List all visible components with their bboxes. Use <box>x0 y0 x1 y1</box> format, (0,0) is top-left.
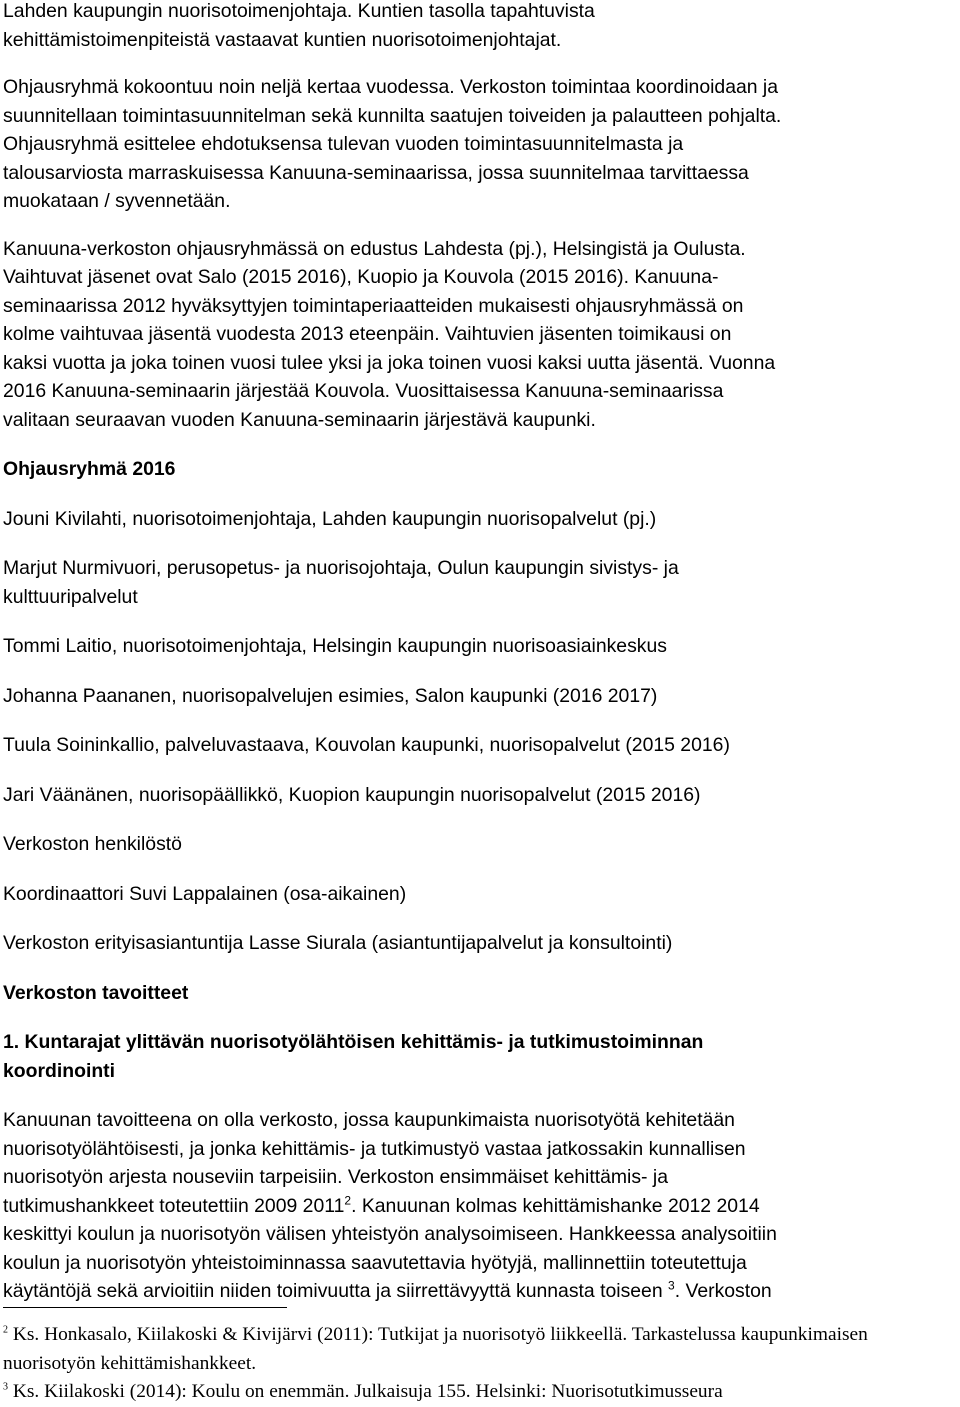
membership-paragraph <box>3 235 955 435</box>
staff-item: Koordinaattori Suvi Lappalainen (osa-aikainen) <box>3 882 407 905</box>
footnote-text: Ks. Kiilakoski (2014): Koulu on enemmän. Julkaisuja 155. Helsinki: Nuorisotutkimusseura <box>8 1381 723 1402</box>
text-line: kaksi vuotta ja joka toinen vuosi tulee yksi ja joka toinen vuosi kaksi uutta jäsentä. Vuonna <box>3 351 776 374</box>
member-item <box>3 554 955 611</box>
footnote-ref-2[interactable]: 2 <box>344 1193 352 1208</box>
text-line: kulttuuripalvelut <box>3 585 138 608</box>
text-line: Lahden kaupungin nuorisotoimenjohtaja. Kuntien tasolla tapahtuvista <box>3 0 595 22</box>
footnote-number: 2 <box>3 1324 8 1336</box>
goal-subheading <box>3 1028 955 1085</box>
staff-item: Verkoston erityisasiantuntija Lasse Siurala (asiantuntijapalvelut ja konsultointi) <box>3 932 673 954</box>
goals-heading: Verkoston tavoitteet <box>3 981 189 1004</box>
text-line: Kanuunan tavoitteena on olla verkosto, jossa kaupunkimaista nuorisotyötä kehitetään <box>3 1109 735 1131</box>
text-line: talousarviosta marraskuisessa Kanuuna-seminaarissa, jossa suunnitelmaa tarvittaessa <box>3 161 749 184</box>
text-line: nuorisotyön arjesta nouseviin tarpeisiin. Verkoston ensimmäiset kehittämis- ja <box>3 1166 668 1188</box>
steering-group-heading: Ohjausryhmä 2016 <box>3 458 176 480</box>
member-item: Johanna Paananen, nuorisopalvelujen esimies, Salon kaupunki (2016 2017) <box>3 684 658 707</box>
text-fragment: . Verkoston <box>674 1280 772 1302</box>
intro-paragraph <box>3 0 955 54</box>
meetings-paragraph <box>3 73 955 216</box>
member-item: Jouni Kivilahti, nuorisotoimenjohtaja, Lahden kaupungin nuorisopalvelut (pj.) <box>3 507 657 530</box>
text-line: Ohjausryhmä esittelee ehdotuksensa tulevan vuoden toimintasuunnitelmasta ja <box>3 133 684 155</box>
text-fragment: käytäntöjä sekä arvioitiin niiden toimivuutta ja siirrettävyyttä kunnasta toiseen <box>3 1280 669 1302</box>
text-line: 1. Kuntarajat ylittävän nuorisotyölähtöisen kehittämis- ja tutkimustoiminnan <box>3 1031 704 1053</box>
text-line: kolme vaihtuvaa jäsentä vuodesta 2013 eteenpäin. Vaihtuvien jäsenten toimikausi on <box>3 323 732 345</box>
text-line: Marjut Nurmivuori, perusopetus- ja nuorisojohtaja, Oulun kaupungin sivistys- ja <box>3 557 679 579</box>
footnote-3 <box>3 1378 955 1407</box>
goals-body-paragraph <box>3 1106 955 1306</box>
document-page <box>3 0 955 1306</box>
footnote-2 <box>3 1321 955 1378</box>
text-fragment: tutkimushankkeet toteutettiin 2009 2011 <box>3 1194 345 1217</box>
text-line: kehittämistoimenpiteistä vastaavat kuntien nuorisotoimenjohtajat. <box>3 28 562 51</box>
text-line: valitaan seuraavan vuoden Kanuuna-seminaarin järjestävä kaupunki. <box>3 408 596 431</box>
member-item: Tommi Laitio, nuorisotoimenjohtaja, Helsingin kaupungin nuorisoasiainkeskus <box>3 635 667 657</box>
text-line: muokataan / syvennetään. <box>3 190 231 212</box>
text-line: Vaihtuvat jäsenet ovat Salo (2015 2016), Kuopio ja Kouvola (2015 2016). Kanuuna- <box>3 266 719 288</box>
text-line <box>3 1280 772 1302</box>
footnote-number: 3 <box>3 1381 8 1393</box>
footnote-text: Ks. Honkasalo, Kiilakoski & Kivijärvi (2011): Tutkijat ja nuorisotyö liikkeellä. Tarkastelussa kaupunkimaisen <box>8 1324 868 1345</box>
member-item: Tuula Soininkallio, palveluvastaava, Kouvolan kaupunki, nuorisopalvelut (2015 2016) <box>3 734 730 756</box>
footnote-separator <box>3 1307 287 1308</box>
staff-heading: Verkoston henkilöstö <box>3 833 182 855</box>
text-line: keskittyi koulun ja nuorisotyön välisen yhteistyön analysoimiseen. Hankkeessa analysoitiin <box>3 1223 777 1245</box>
text-fragment: . Kanuunan kolmas kehittämishanke 2012 2014 <box>351 1194 760 1217</box>
footnotes <box>3 1321 955 1407</box>
text-line: Ohjausryhmä kokoontuu noin neljä kertaa vuodessa. Verkoston toimintaa koordinoidaan ja <box>3 76 779 98</box>
footnote-text: nuorisotyön kehittämishankkeet. <box>3 1352 257 1374</box>
text-line: suunnitellaan toimintasuunnitelman sekä kunnilta saatujen toiveiden ja palautteen pohjalta. <box>3 104 782 127</box>
text-line: Kanuuna-verkoston ohjausryhmässä on edustus Lahdesta (pj.), Helsingistä ja Oulusta. <box>3 237 746 260</box>
text-line: koordinointi <box>3 1059 116 1082</box>
text-line: 2016 Kanuuna-seminaarin järjestää Kouvola. Vuosittaisessa Kanuuna-seminaarissa <box>3 380 724 402</box>
text-line <box>3 1195 760 1217</box>
member-item: Jari Väänänen, nuorisopäällikkö, Kuopion kaupungin nuorisopalvelut (2015 2016) <box>3 783 701 806</box>
text-line: seminaarissa 2012 hyväksyttyjen toimintaperiaatteiden mukaisesti ohjausryhmässä on <box>3 294 744 317</box>
footnote-ref-3[interactable]: 3 <box>668 1278 675 1293</box>
text-line: koulun ja nuorisotyön yhteistoiminnassa saavutettavia hyötyjä, mallinnettiin toteutettuja <box>3 1251 747 1274</box>
text-line: nuorisotyölähtöisesti, ja jonka kehittämis- ja tutkimustyö vastaa jatkossakin kunnallisen <box>3 1137 746 1160</box>
